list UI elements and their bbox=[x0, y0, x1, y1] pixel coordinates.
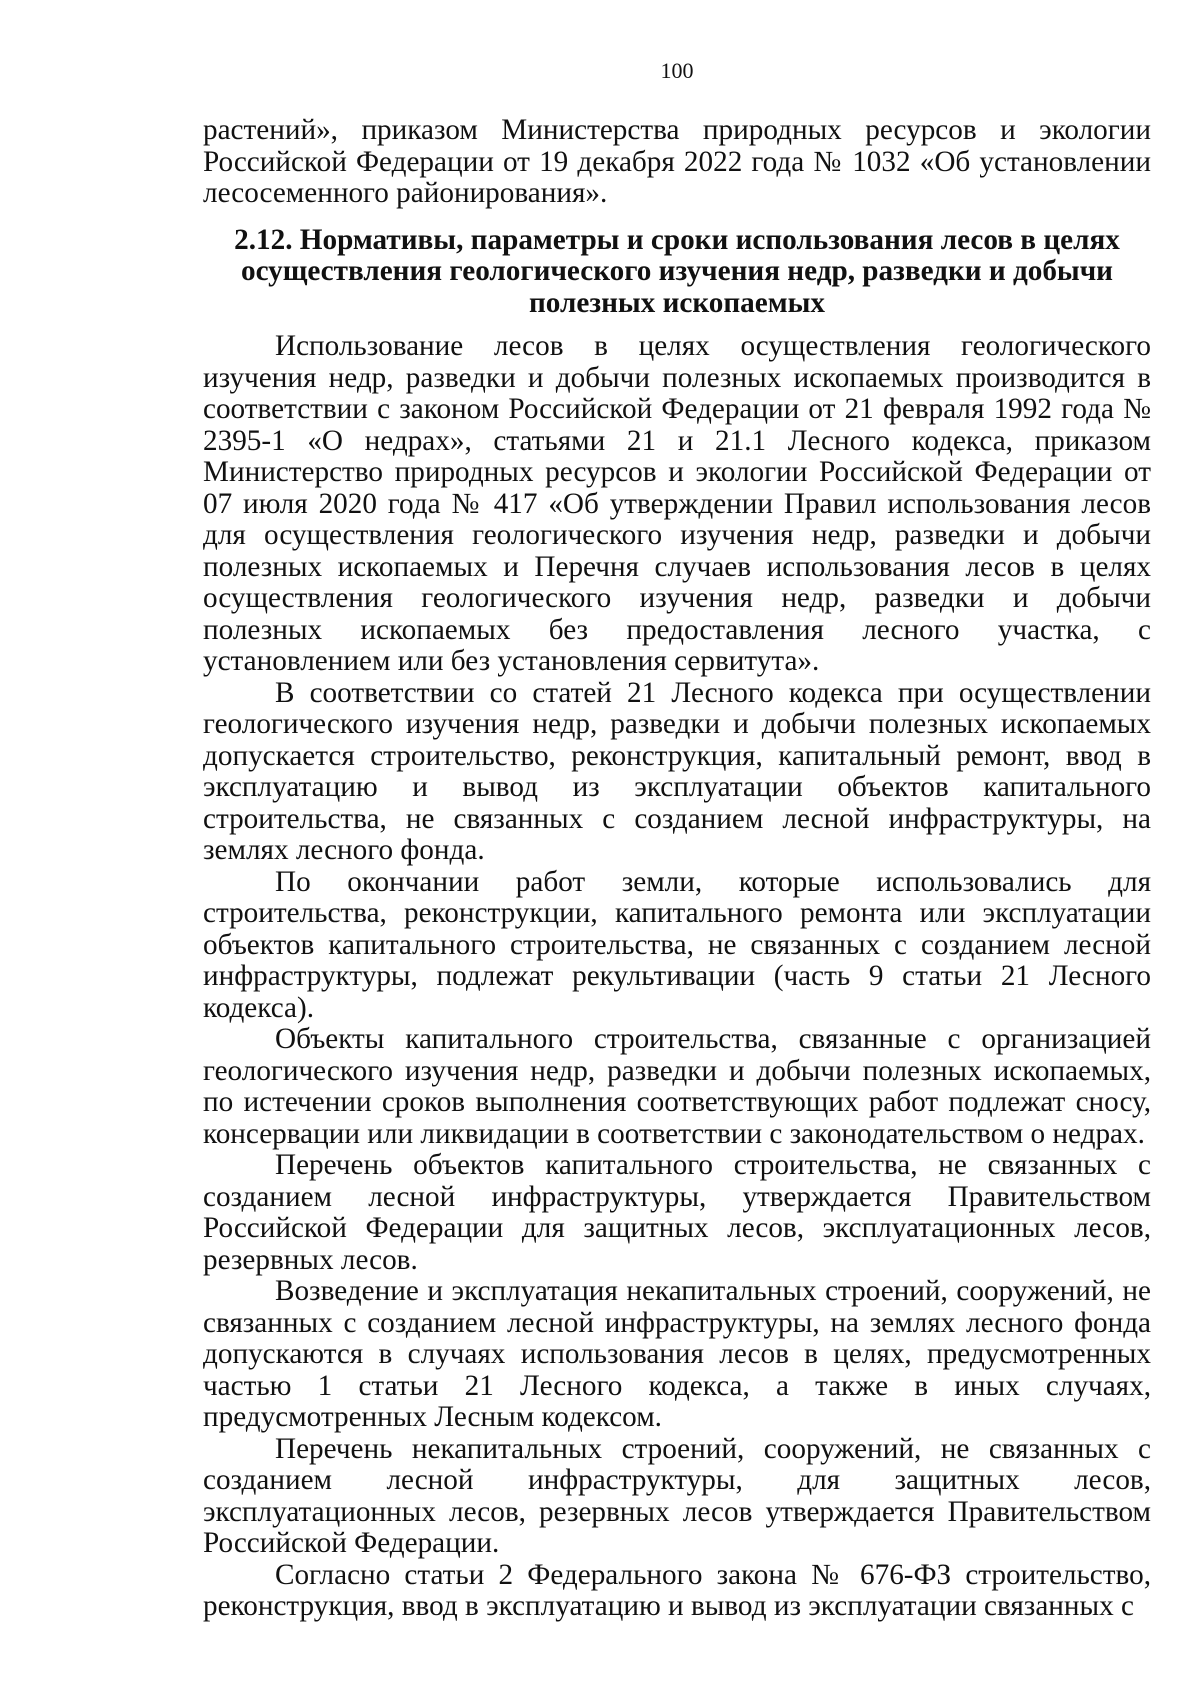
body-paragraph-4: Объекты капитального строительства, связанные с организацией геологического изучения недр, разведки и добычи полезных ископаемых, по истечении сроков выполнения соответствующих работ подлежат сносу, консервации или ликвидации в соответствии с законодательством о недрах. bbox=[203, 1023, 1151, 1150]
section-heading: 2.12. Нормативы, параметры и сроки использования лесов в целях осуществления геологического изучения недр, разведки и добычи полезных ископаемых bbox=[234, 223, 1120, 319]
body-paragraph-8: Согласно статьи 2 Федерального закона № 676-ФЗ строительство, реконструкция, ввод в эксплуатацию и вывод из эксплуатации связанных с bbox=[203, 1558, 1151, 1622]
body-paragraph-2: В соответствии со статей 21 Лесного кодекса при осуществлении геологического изучения недр, разведки и добычи полезных ископаемых допускается строительство, реконструкция, капитальный ремонт, ввод в эксплуатацию и вывод из эксплуатации объектов капитального строительства, не связанных с созданием лесной инфраструктуры, на землях лесного фонда. bbox=[203, 676, 1151, 866]
document-body bbox=[203, 115, 1151, 1623]
body-paragraph-6: Возведение и эксплуатация некапитальных строений, сооружений, не связанных с созданием лесной инфраструктуры, на землях лесного фонда допускаются в случаях использования лесов в целях, предусмотренных частью 1 статьи 21 Лесного кодекса, а также в иных случаях, предусмотренных Лесным кодексом. bbox=[203, 1275, 1151, 1433]
body-paragraph-7: Перечень некапитальных строений, сооружений, не связанных с созданием лесной инфраструктуры, для защитных лесов, эксплуатационных лесов, резервных лесов утверждается Правительством Российской Федерации. bbox=[203, 1432, 1151, 1559]
body-paragraph-3: По окончании работ земли, которые использовались для строительства, реконструкции, капитального ремонта или эксплуатации объектов капитального строительства, не связанных с созданием лесной инфраструктуры, подлежат рекультивации (часть 9 статьи 21 Лесного кодекса). bbox=[203, 865, 1151, 1024]
body-paragraph-1: Использование лесов в целях осуществления геологического изучения недр, разведки и добычи полезных ископаемых производится в соответствии с законом Российской Федерации от 21 февраля 1992 года № 2395-1 «О недрах», статьями 21 и 21.1 Лесного кодекса, приказом Министерство природных ресурсов и экологии Российской Федерации от 07 июля 2020 года № 417 «Об утверждении Правил использования лесов для осуществления геологического изучения недр, разведки и добычи полезных ископаемых и Перечня случаев использования лесов в целях осуществления геологического изучения недр, разведки и добычи полезных ископаемых без предоставления лесного участка, с установлением или без установления сервитута». bbox=[203, 330, 1151, 677]
document-page bbox=[203, 0, 1151, 1696]
continuation-paragraph: растений», приказом Министерства природных ресурсов и экологии Российской Федерации от 19 декабря 2022 года № 1032 «Об установлении лесосеменного районирования». bbox=[203, 114, 1151, 209]
page-number: 100 bbox=[660, 58, 694, 83]
body-paragraph-5: Перечень объектов капитального строительства, не связанных с созданием лесной инфраструктуры, утверждается Правительством Российской Федерации для защитных лесов, эксплуатационных лесов, резервных лесов. bbox=[203, 1149, 1151, 1276]
